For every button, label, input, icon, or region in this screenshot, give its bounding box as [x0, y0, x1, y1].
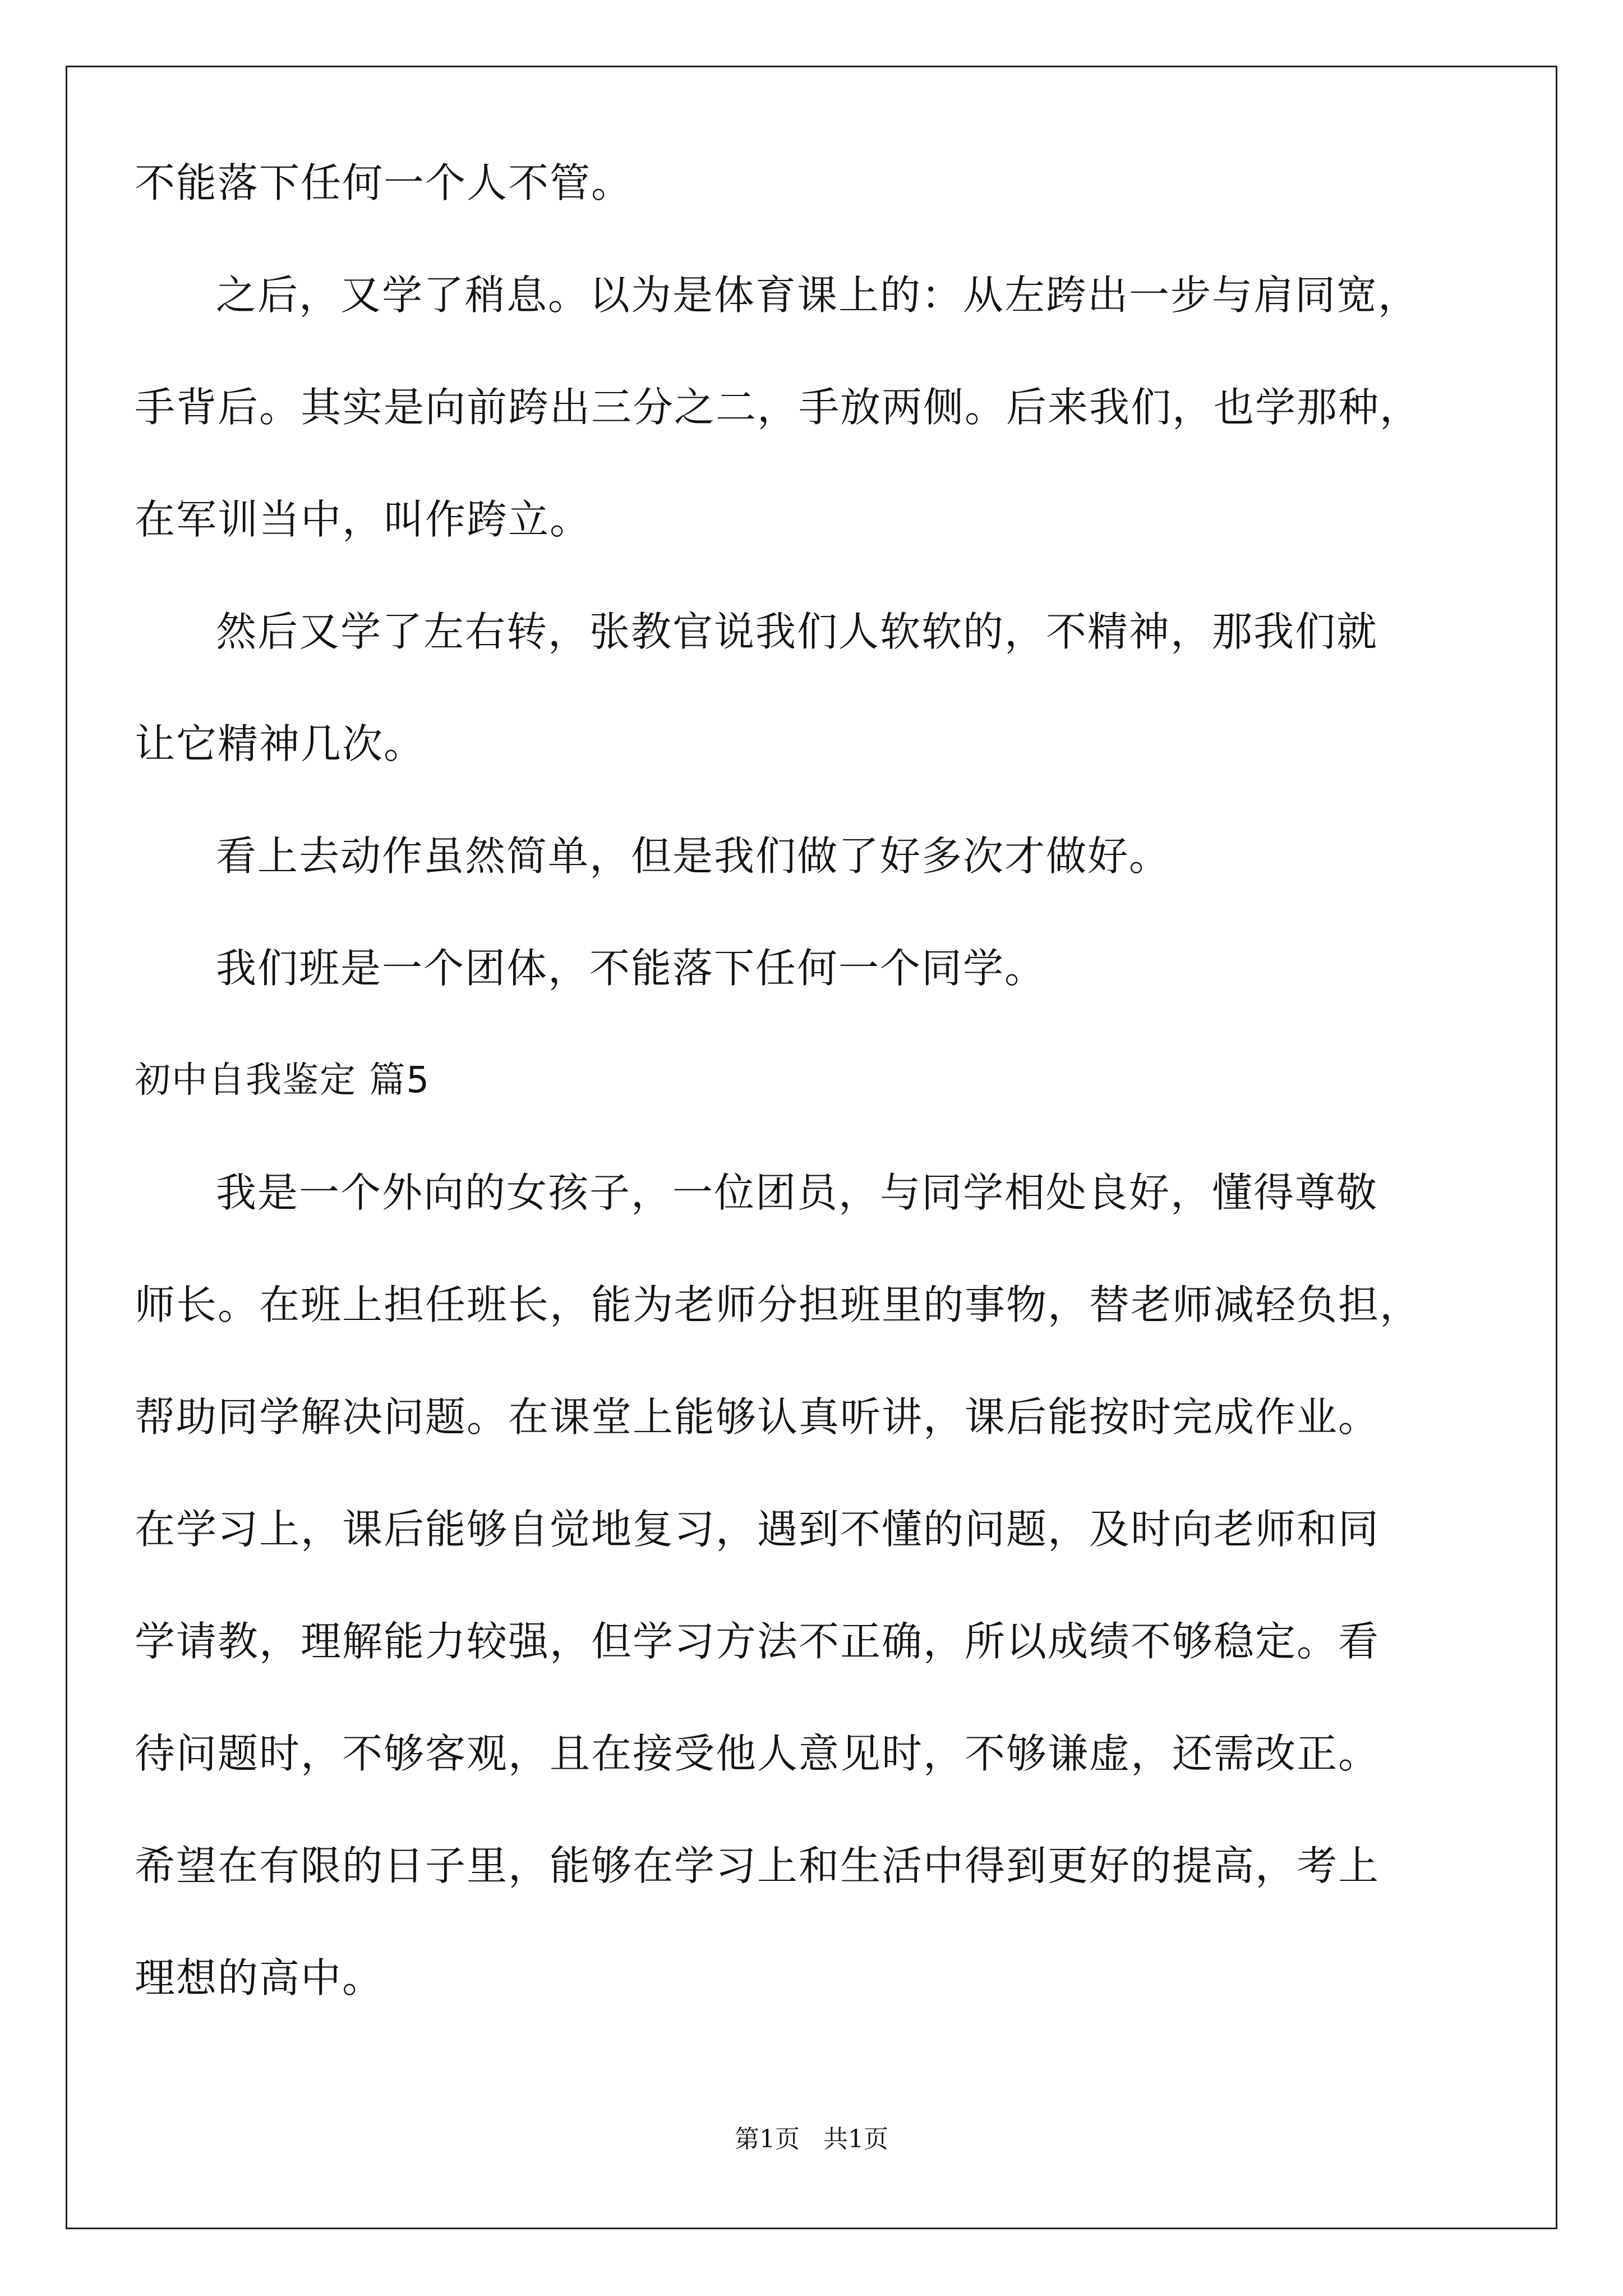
document-body — [135, 127, 1514, 2034]
body-line: 然后又学了左右转，张教官说我们人软软的，不精神，那我们就 — [216, 608, 1378, 655]
body-line: 让它精神几次。 — [135, 720, 426, 767]
body-line: 我是一个外向的女孩子，一位团员，与同学相处良好，懂得尊敬 — [216, 1169, 1378, 1216]
body-line: 理想的高中。 — [135, 1954, 384, 2001]
body-line: 在学习上，课后能够自觉地复习，遇到不懂的问题，及时向老师和同 — [135, 1506, 1380, 1553]
body-line: 在军训当中，叫作跨立。 — [135, 496, 592, 543]
body-line: 待问题时，不够客观，且在接受他人意见时，不够谦虚，还需改正。 — [135, 1730, 1380, 1777]
body-line: 看上去动作虽然简单，但是我们做了好多次才做好。 — [216, 832, 1171, 880]
body-line: 不能落下任何一个人不管。 — [135, 159, 633, 206]
body-line: 学请教，理解能力较强，但学习方法不正确，所以成绩不够稳定。看 — [135, 1618, 1380, 1665]
body-line: 手背后。其实是向前跨出三分之二，手放两侧。后来我们，也学那种， — [135, 384, 1422, 431]
body-line: 帮助同学解决问题。在课堂上能够认真听讲，课后能按时完成作业。 — [135, 1393, 1380, 1441]
section-heading: 初中自我鉴定 篇5 — [135, 1060, 431, 1101]
body-line: 我们班是一个团体，不能落下任何一个同学。 — [216, 945, 1046, 992]
body-line: 之后，又学了稍息。以为是体育课上的：从左跨出一步与肩同宽， — [216, 272, 1420, 319]
body-line: 希望在有限的日子里，能够在学习上和生活中得到更好的提高，考上 — [135, 1842, 1380, 1889]
page-footer: 第1页 共1页 — [735, 2125, 888, 2154]
body-line: 师长。在班上担任班长，能为老师分担班里的事物，替老师减轻负担， — [135, 1281, 1422, 1328]
